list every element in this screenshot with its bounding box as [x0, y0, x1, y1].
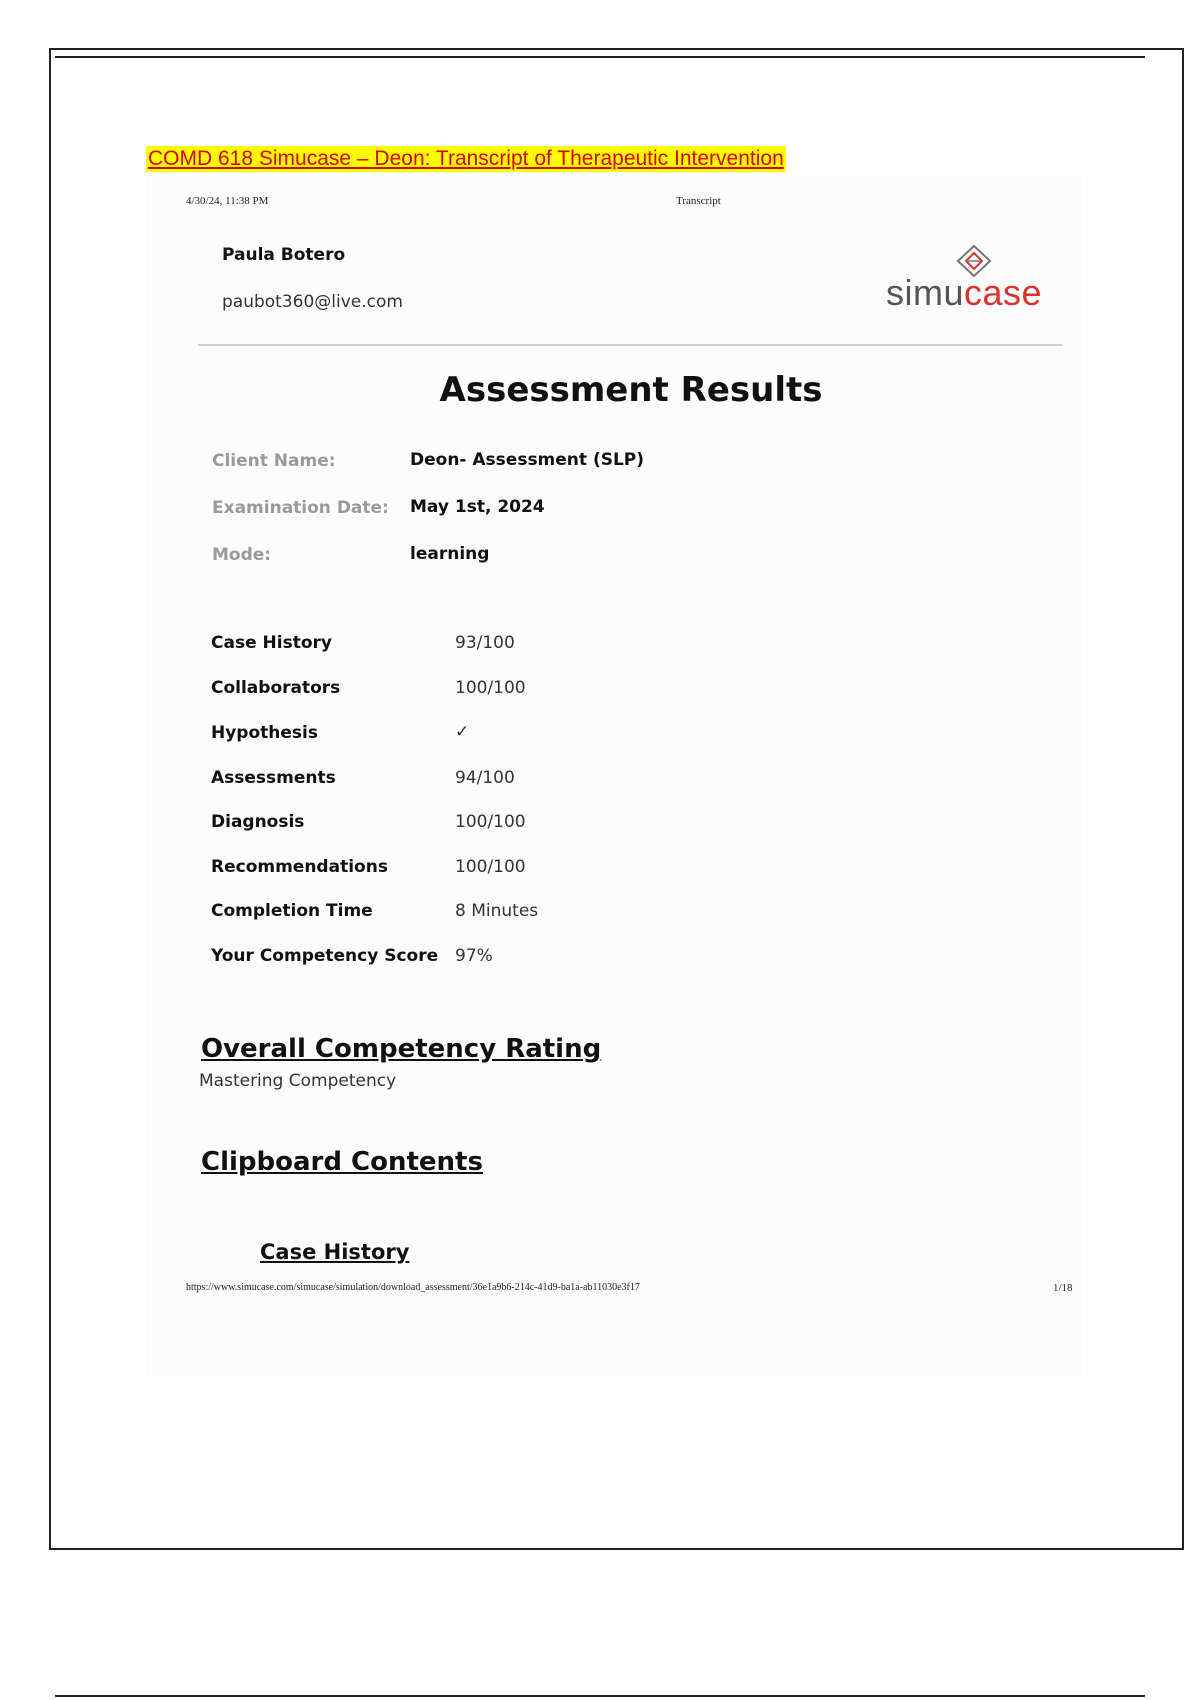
print-url: https://www.simucase.com/simucase/simulation/download_assessment/36e1a9b6-214c-41d9-ba1a-ab11030e3f17	[186, 1282, 640, 1293]
print-page-number: 1/18	[1053, 1282, 1073, 1294]
overall-rating-value: Mastering Competency	[199, 1071, 397, 1091]
score-label-assessments: Assessments	[211, 768, 336, 788]
bottom-rule	[55, 1695, 1145, 1697]
client-name-label: Client Name:	[212, 451, 336, 471]
overall-rating-heading: Overall Competency Rating	[201, 1034, 602, 1064]
score-value-competency-score: 97%	[455, 946, 493, 966]
score-label-completion-time: Completion Time	[211, 901, 373, 921]
print-date: 4/30/24, 11:38 PM	[186, 195, 269, 207]
clipboard-case-history-heading: Case History	[260, 1240, 410, 1264]
score-label-diagnosis: Diagnosis	[211, 812, 305, 832]
mode-value: learning	[410, 544, 490, 564]
user-name: Paula Botero	[222, 245, 346, 265]
print-label: Transcript	[676, 195, 721, 207]
client-name-value: Deon- Assessment (SLP)	[410, 450, 645, 470]
logo-wordmark	[886, 272, 1042, 314]
score-value-case-history: 93/100	[455, 633, 515, 653]
logo-wordmark-part2: case	[964, 272, 1043, 313]
score-value-hypothesis: ✓	[455, 722, 470, 742]
score-label-competency-score: Your Competency Score	[211, 946, 439, 966]
score-value-assessments: 94/100	[455, 768, 515, 788]
examination-date-label: Examination Date:	[212, 498, 389, 518]
results-title: Assessment Results	[439, 370, 823, 410]
document-title: COMD 618 Simucase – Deon: Transcript of Therapeutic Intervention	[148, 147, 784, 170]
score-label-case-history: Case History	[211, 633, 332, 653]
header-divider	[198, 344, 1062, 346]
score-value-collaborators: 100/100	[455, 678, 526, 698]
score-label-hypothesis: Hypothesis	[211, 723, 318, 743]
logo-wordmark-part1: simu	[886, 272, 965, 313]
score-value-recommendations: 100/100	[455, 857, 526, 877]
score-value-diagnosis: 100/100	[455, 812, 526, 832]
simucase-logo	[886, 244, 1066, 314]
user-email: paubot360@live.com	[222, 292, 403, 312]
score-label-recommendations: Recommendations	[211, 857, 388, 877]
score-label-collaborators: Collaborators	[211, 678, 341, 698]
clipboard-heading: Clipboard Contents	[201, 1147, 483, 1177]
examination-date-value: May 1st, 2024	[410, 497, 545, 517]
mode-label: Mode:	[212, 545, 272, 565]
score-value-completion-time: 8 Minutes	[455, 901, 539, 921]
